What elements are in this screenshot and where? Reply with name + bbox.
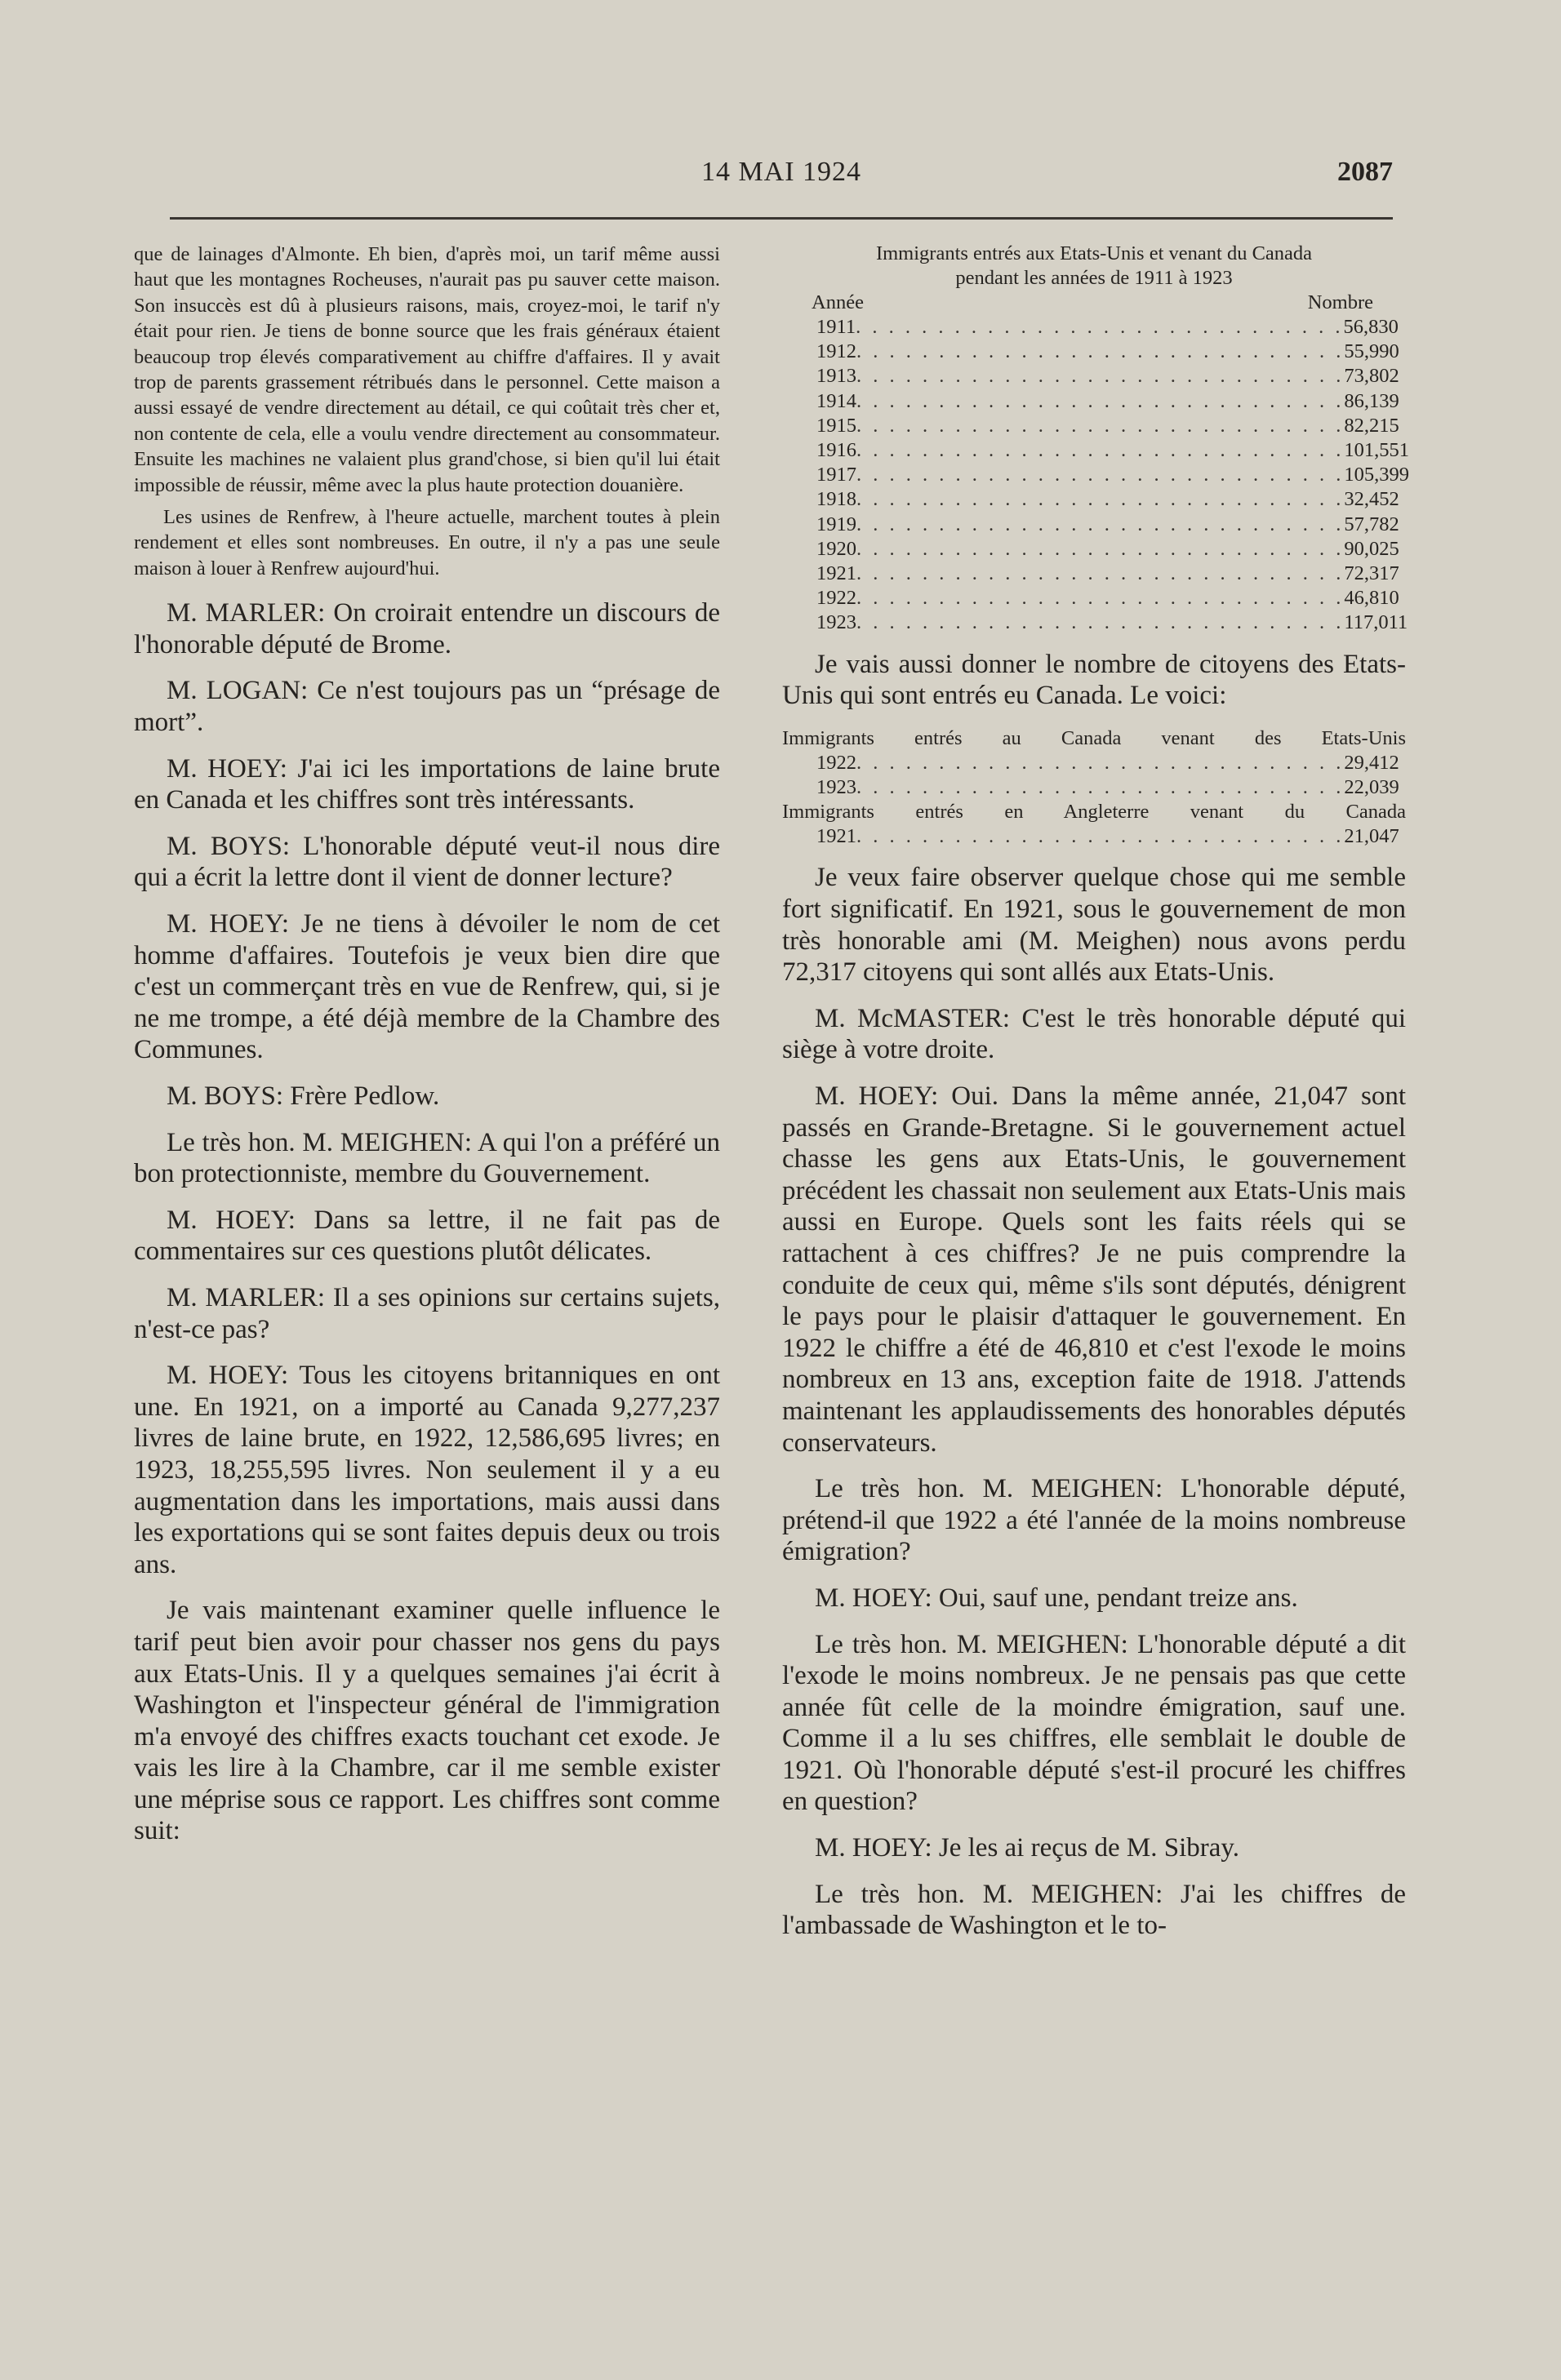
paragraph: Je veux faire observer quelque chose qui me semble fort significatif. En 1921, sous le gouvernement de mon très honorable ami (M. Meighen) nous avons perdu 72,317 citoyens qui sont allés aux Etats-Unis. [782, 863, 1406, 988]
table-cell-value: 21,047 [1344, 825, 1399, 848]
right-column [782, 242, 1409, 1956]
paragraph: Le très hon. M. MEIGHEN: A qui l'on a préféré un bon protectionniste, membre du Gouvernement. [134, 1127, 720, 1189]
table-title: Immigrants entrés en Angleterre venant du Canada [782, 801, 1406, 824]
paragraph: M. HOEY: Je les ai reçus de M. Sibray. [815, 1833, 1239, 1863]
small-paragraph: Les usines de Renfrew, à l'heure actuelle, marchent toutes à plein rendement et elles sont nombreuses. En outre, il n'y a pas une seule maison à louer à Renfrew aujourd'hui. [134, 506, 720, 579]
table-cell-value: 22,039 [1344, 776, 1399, 799]
paragraph: M. MARLER: Il a ses opinions sur certains sujets, n'est-ce pas? [134, 1282, 720, 1344]
leader-dots: . . . . . . . . . . . . . . . . . . . . . . . . . . . . . . [856, 414, 1345, 437]
table-cell-value: 29,412 [1344, 751, 1399, 774]
table-title: Immigrants entrés aux Etats-Unis et venant du Canada [875, 242, 1313, 264]
leader-dots: . . . . . . . . . . . . . . . . . . . . . . . . . . . . . . [856, 562, 1345, 585]
table-cell-value: 86,139 [1344, 389, 1399, 412]
table-cell-year: 1923 [816, 776, 856, 799]
left-column [134, 242, 720, 1862]
table-cell-value: 55,990 [1344, 340, 1399, 363]
table-row [782, 775, 1406, 800]
leader-dots: . . . . . . . . . . . . . . . . . . . . . . . . . . . . . . [856, 464, 1345, 486]
table-cell-year: 1920 [816, 537, 856, 560]
table-row [782, 562, 1406, 586]
table-header [782, 291, 1406, 315]
paragraph: M. HOEY: Dans sa lettre, il ne fait pas de commentaires sur ces questions plutôt délicates. [134, 1205, 720, 1267]
table-cell-year: 1919 [816, 513, 856, 535]
table-row [782, 315, 1406, 340]
page-number: 2087 [1337, 157, 1393, 187]
table-cell-year: 1922 [816, 751, 856, 774]
table-cell-year: 1915 [816, 414, 856, 437]
table-cell-year: 1916 [816, 439, 856, 462]
paragraph: M. HOEY: Je ne tiens à dévoiler le nom de cet homme d'affaires. Toutefois je veux bien dire que c'est un commerçant très en vue de Renfrew, qui, si je ne me trompe, a été déjà membre de la Chambre des Communes. [134, 909, 720, 1065]
table-cell-year: 1914 [816, 389, 856, 412]
table-row [782, 364, 1406, 389]
leader-dots: . . . . . . . . . . . . . . . . . . . . . . . . . . . . . . [856, 316, 1344, 338]
table-cell-year: 1913 [816, 365, 856, 388]
table-row [782, 414, 1406, 438]
paragraph: M. BOYS: Frère Pedlow. [167, 1081, 440, 1111]
table-row [782, 487, 1406, 512]
small-paragraph: que de lainages d'Almonte. Eh bien, d'après moi, un tarif même aussi haut que les montagnes Rocheuses, n'aurait pas pu sauver cette maison. Son insuccès est dû à plusieurs raisons, mais, croyez-moi, le tarif n'y était pour rien. Je tiens de bonne source que les frais généraux étaient beaucoup trop élevés comparativement au chiffre d'affaires. Il y avait trop de parents grassement rétribués dans le personnel. Cette maison a aussi essayé de vendre directement au détail, ce qui coûtait très cher et, non contente de cela, elle a voulu vendre directement au consommateur. Ensuite les machines ne valaient plus grand'chose, si bien qu'il lui était impossible de réussir, même avec la plus haute protection douanière. [134, 243, 720, 496]
table-cell-year: 1921 [816, 562, 856, 585]
paragraph: M. HOEY: J'ai ici les importations de laine brute en Canada et les chiffres sont très intéressants. [134, 753, 720, 815]
leader-dots: . . . . . . . . . . . . . . . . . . . . . . . . . . . . . . [856, 439, 1345, 462]
table-cell-value: 46,810 [1344, 587, 1399, 610]
table-cell-value: 105,399 [1344, 464, 1409, 486]
leader-dots: . . . . . . . . . . . . . . . . . . . . . . . . . . . . . . [856, 389, 1345, 412]
leader-dots: . . . . . . . . . . . . . . . . . . . . . . . . . . . . . . [856, 488, 1345, 511]
paragraph: Le très hon. M. MEIGHEN: L'honorable député a dit l'exode le moins nombreux. Je ne pensais pas que cette année fût celle de la moindre émigration, sauf une. Comme il a lu ses chiffres, elle semblait le double de 1921. Où l'honorable député s'est-il procuré les chiffres en question? [782, 1629, 1406, 1817]
table-title: Immigrants entrés au Canada venant des Etats-Unis [782, 726, 1406, 749]
table-cell-value: 90,025 [1344, 537, 1399, 560]
leader-dots: . . . . . . . . . . . . . . . . . . . . . . . . . . . . . . [856, 537, 1345, 560]
paragraph: Je vais maintenant examiner quelle influence le tarif peut bien avoir pour chasser nos gens du pays aux Etats-Unis. Il y a quelques semaines j'ai écrit à Washington et l'inspecteur général de l'immigration m'a envoyé des chiffres exacts touchant cet exode. Je vais les lire à la Chambre, car il me semble exister une méprise sous ce rapport. Les chiffres sont comme suit: [134, 1596, 720, 1846]
table-cell-year: 1922 [816, 587, 856, 610]
leader-dots: . . . . . . . . . . . . . . . . . . . . . . . . . . . . . . [856, 751, 1345, 774]
table-row [782, 389, 1406, 414]
paragraph: Je vais aussi donner le nombre de citoyens des Etats-Unis qui sont entrés eu Canada. Le voici: [782, 649, 1406, 711]
leader-dots: . . . . . . . . . . . . . . . . . . . . . . . . . . . . . . [856, 611, 1345, 634]
table-subtitle: pendant les années de 1911 à 1923 [955, 267, 1233, 289]
leader-dots: . . . . . . . . . . . . . . . . . . . . . . . . . . . . . . [856, 776, 1345, 799]
table-cell-year: 1921 [816, 825, 856, 848]
table-cell-value: 57,782 [1344, 513, 1399, 535]
table-cell-value: 72,317 [1344, 562, 1399, 585]
paragraph: Le très hon. M. MEIGHEN: J'ai les chiffres de l'ambassade de Washington et le to- [782, 1879, 1406, 1941]
table-cell-value: 117,011 [1344, 611, 1408, 634]
leader-dots: . . . . . . . . . . . . . . . . . . . . . . . . . . . . . . [856, 513, 1345, 535]
table-cell-year: 1918 [816, 488, 856, 511]
leader-dots: . . . . . . . . . . . . . . . . . . . . . . . . . . . . . . [856, 365, 1345, 388]
table-row [782, 586, 1406, 611]
immigration-table-canada [782, 726, 1406, 850]
paragraph: M. BOYS: L'honorable député veut-il nous dire qui a écrit la lettre dont il vient de donner lecture? [134, 831, 720, 893]
paragraph: M. HOEY: Oui. Dans la même année, 21,047 sont passés en Grande-Bretagne. Si le gouvernement actuel chasse les gens aux Etats-Unis, le gouvernement précédent les chassait non seulement aux Etats-Unis mais aussi en Europe. Quels sont les faits réels qui se rattachent à ces chiffres? Je ne puis comprendre la conduite de ceux qui, même s'ils sont députés, dénigrent le pays pour le plaisir d'attaquer le gouvernement. En 1922 le chiffre a été de 46,810 et c'est l'exode le moins nombreux en 13 ans, exception faite de 1918. J'attends maintenant les applaudissements des honorables députés conservateurs. [782, 1081, 1406, 1458]
column-header-number: Nombre [1307, 291, 1373, 313]
paragraph: M. HOEY: Oui, sauf une, pendant treize ans. [815, 1583, 1298, 1613]
table-row [782, 438, 1409, 463]
table-row [782, 611, 1406, 635]
table-cell-year: 1912 [816, 340, 856, 363]
table-body [782, 315, 1409, 636]
table-cell-year: 1917 [816, 464, 856, 486]
leader-dots: . . . . . . . . . . . . . . . . . . . . . . . . . . . . . . [856, 340, 1345, 363]
table-cell-value: 32,452 [1344, 488, 1399, 511]
table-cell-value: 73,802 [1344, 365, 1399, 388]
table-body [782, 824, 1406, 849]
table-cell-year: 1911 [816, 316, 856, 338]
table-cell-value: 82,215 [1344, 414, 1399, 437]
paragraph: M. LOGAN: Ce n'est toujours pas un “présage de mort”. [134, 676, 720, 738]
paragraph: M. McMASTER: C'est le très honorable député qui siège à votre droite. [782, 1003, 1406, 1065]
table-cell-year: 1923 [816, 611, 856, 634]
table-cell-value: 56,830 [1343, 316, 1399, 338]
paragraph: M. HOEY: Tous les citoyens britanniques en ont une. En 1921, on a importé au Canada 9,277,237 livres de laine brute, en 1922, 12,586,695 livres; en 1923, 18,255,595 livres. Non seulement il y a eu augmentation dans les importations, mais aussi dans les exportations qui se sont faites depuis deux ou trois ans. [134, 1361, 720, 1579]
paragraph: Le très hon. M. MEIGHEN: L'honorable député, prétend-il que 1922 a été l'année de la moins nombreuse émigration? [782, 1474, 1406, 1567]
column-header-year: Année [812, 291, 864, 313]
paragraph: M. MARLER: On croirait entendre un discours de l'honorable député de Brome. [134, 598, 720, 659]
table-row [782, 340, 1406, 364]
page-header [170, 157, 1393, 206]
table-row [782, 824, 1406, 849]
table-cell-value: 101,551 [1344, 439, 1409, 462]
immigration-table-us [782, 242, 1409, 636]
header-rule [170, 217, 1393, 220]
table-row [782, 513, 1406, 537]
leader-dots: . . . . . . . . . . . . . . . . . . . . . . . . . . . . . . [856, 825, 1345, 848]
table-row [782, 537, 1406, 562]
table-row [782, 463, 1409, 487]
leader-dots: . . . . . . . . . . . . . . . . . . . . . . . . . . . . . . [856, 587, 1345, 610]
table-row [782, 751, 1406, 775]
table-body [782, 751, 1406, 800]
header-date: 14 MAI 1924 [700, 157, 862, 187]
